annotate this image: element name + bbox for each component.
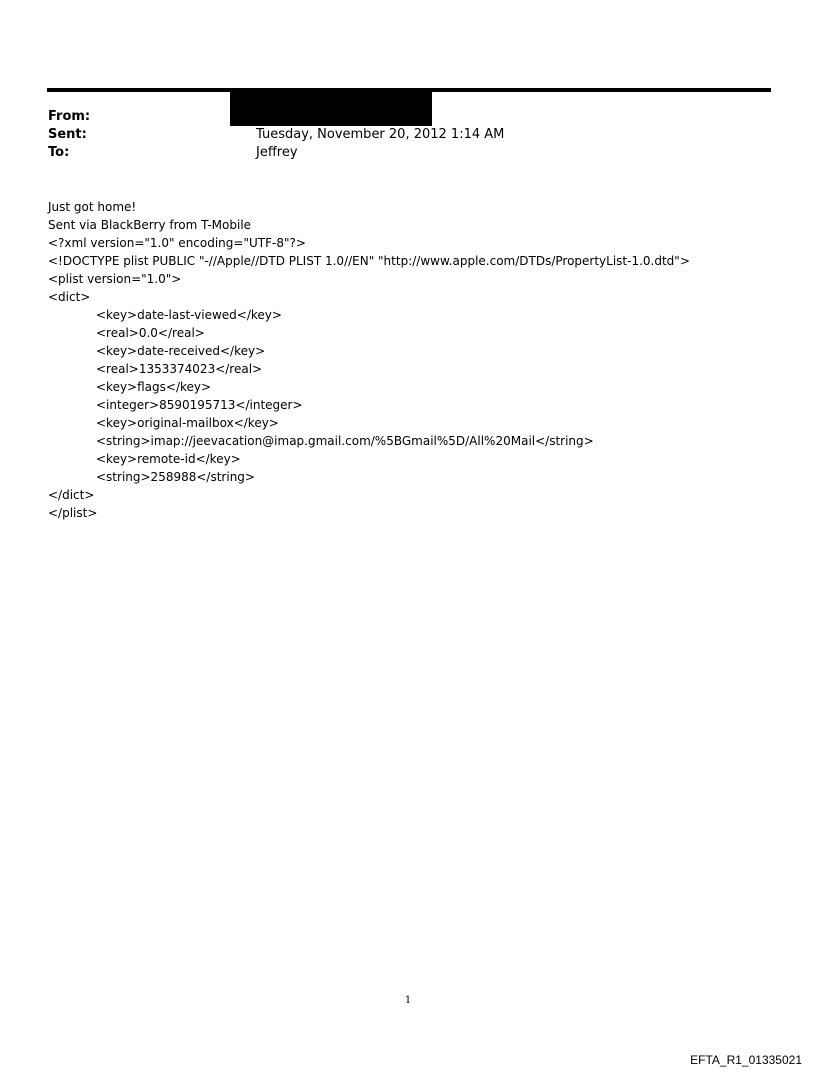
body-line: <key>date-last-viewed</key> [96,308,282,322]
body-line: <real>1353374023</real> [96,362,263,376]
body-line: </plist> [48,506,98,520]
body-line: <integer>8590195713</integer> [96,398,303,412]
body-line: <string>imap://jeevacation@imap.gmail.com/%5BGmail%5D/All%20Mail</string> [96,434,594,448]
body-line: <key>flags</key> [96,380,212,394]
body-line: <key>date-received</key> [96,344,266,358]
body-line: Sent via BlackBerry from T-Mobile [48,218,252,232]
body-line: <?xml version="1.0" encoding="UTF-8"?> [48,236,306,250]
to-value: Jeffrey [256,145,298,160]
body-line: <dict> [48,290,91,304]
body-line: Just got home! [48,200,137,214]
sent-value: Tuesday, November 20, 2012 1:14 AM [256,127,505,142]
body-line: <string>258988</string> [96,470,255,484]
email-body [48,198,768,522]
redaction-block [230,92,432,126]
to-label: To: [48,145,70,160]
document-id: EFTA_R1_01335021 [690,1053,802,1067]
from-label: From: [48,109,91,124]
body-line: <!DOCTYPE plist PUBLIC "-//Apple//DTD PLIST 1.0//EN" "http://www.apple.com/DTDs/PropertyList-1.0.dtd"> [48,254,690,268]
body-line: <key>remote-id</key> [96,452,241,466]
body-line: <plist version="1.0"> [48,272,182,286]
sent-label: Sent: [48,127,87,142]
body-line: <key>original-mailbox</key> [96,416,279,430]
page-number: 1 [404,995,412,1006]
body-line: <real>0.0</real> [96,326,205,340]
body-line: </dict> [48,488,95,502]
